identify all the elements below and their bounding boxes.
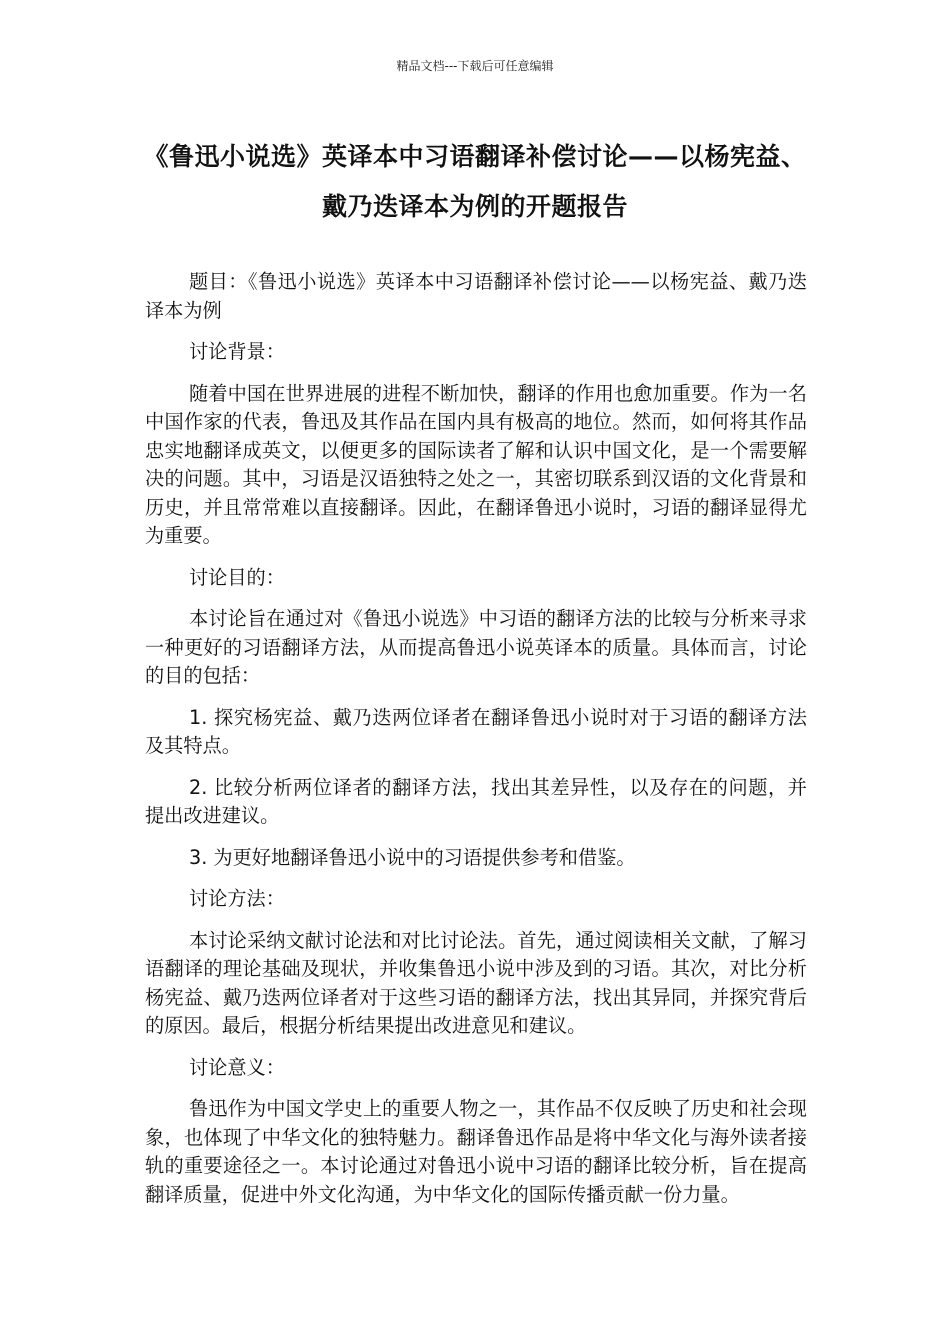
- method-paragraph: 本讨论采纳文献讨论法和对比讨论法。首先，通过阅读相关文献，了解习语翻译的理论基础及现状，并收集鲁迅小说中涉及到的习语。其次，对比分析杨宪益、戴乃迭两位译者对于这些习语的翻译方法，找出其异同，并探究背后的原因。最后，根据分析结果提出改进意见和建议。: [145, 928, 807, 1037]
- section-heading-background: 讨论背景：: [189, 340, 285, 363]
- purpose-item-3: 3. 为更好地翻译鲁迅小说中的习语提供参考和借鉴。: [189, 845, 636, 869]
- significance-paragraph: 鲁迅作为中国文学史上的重要人物之一，其作品不仅反映了历史和社会现象，也体现了中华文化的独特魅力。翻译鲁迅作品是将中华文化与海外读者接轨的重要途径之一。本讨论通过对鲁迅小说中习语的翻译比较分析，旨在提高翻译质量，促进中外文化沟通，为中华文化的国际传播贡献一份力量。: [145, 1097, 807, 1206]
- section-heading-significance: 讨论意义：: [189, 1055, 285, 1079]
- purpose-item-1: 1. 探究杨宪益、戴乃迭两位译者在翻译鲁迅小说时对于习语的翻译方法及其特点。: [145, 705, 807, 757]
- section-heading-method: 讨论方法：: [189, 887, 285, 910]
- document-title: 《鲁迅小说选》英译本中习语翻译补偿讨论——以杨宪益、戴乃迭译本为例的开题报告: [143, 142, 807, 221]
- topic-paragraph: 题目：《鲁迅小说选》英译本中习语翻译补偿讨论——以杨宪益、戴乃迭译本为例: [145, 270, 807, 322]
- section-heading-purpose: 讨论目的：: [189, 565, 285, 589]
- background-paragraph: 随着中国在世界进展的进程不断加快，翻译的作用也愈加重要。作为一名中国作家的代表，鲁迅及其作品在国内具有极高的地位。然而，如何将其作品忠实地翻译成英文，以便更多的国际读者了解和认识中国文化，是一个需要解决的问题。其中，习语是汉语独特之处之一，其密切联系到汉语的文化背景和历史，并且常常难以直接翻译。因此，在翻译鲁迅小说时，习语的翻译显得尤为重要。: [145, 381, 807, 547]
- purpose-item-2: 2. 比较分析两位译者的翻译方法，找出其差异性，以及存在的问题，并提出改进建议。: [145, 775, 807, 827]
- document-body: [145, 268, 807, 1222]
- purpose-paragraph: 本讨论旨在通过对《鲁迅小说选》中习语的翻译方法的比较与分析来寻求一种更好的习语翻译方法，从而提高鲁迅小说英译本的质量。具体而言，讨论的目的包括：: [145, 607, 807, 687]
- page-header: 精品文档---下载后可任意编辑: [396, 59, 554, 73]
